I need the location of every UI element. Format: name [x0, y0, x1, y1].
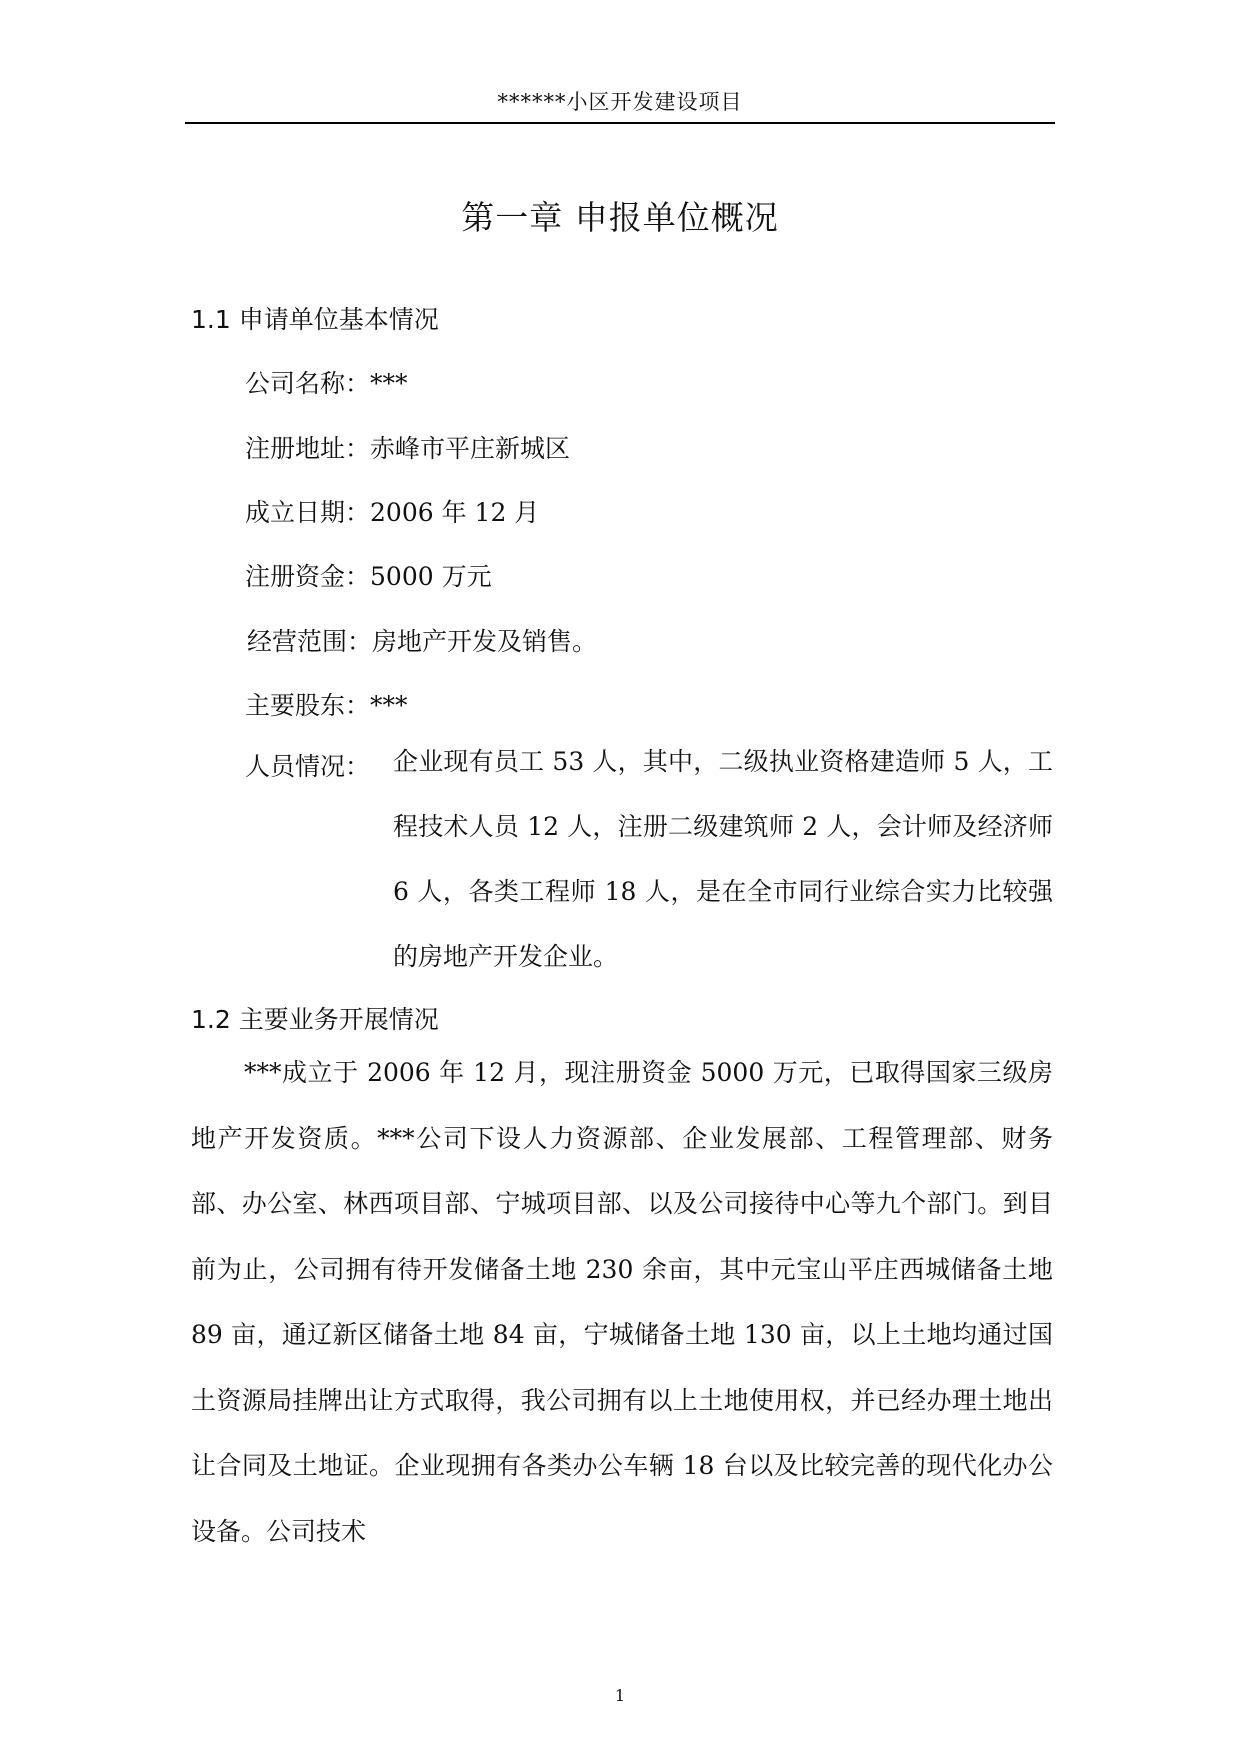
info-label: 主要股东： — [245, 691, 371, 720]
staff-description: 企业现有员工 53 人，其中，二级执业资格建造师 5 人，工程技术人员 12 人，注册二级建筑师 2 人，会计师及经济师 6 人，各类工程师 18 人，是在全市同行业综合实力比较强的房地产开发企业。 — [393, 747, 1053, 971]
chapter-title: 第一章 申报单位概况 — [461, 198, 779, 237]
header-rule — [185, 122, 1055, 124]
business-paragraph: ***成立于 2006 年 12 月，现注册资金 5000 万元，已取得国家三级房地产开发资质。***公司下设人力资源部、企业发展部、工程管理部、财务部、办公室、林西项目部、宁城项目部、以及公司接待中心等九个部门。到目前为止，公司拥有待开发储备土地 230 余亩，其中元宝山平庄西城储备土地 89 亩，通辽新区储备土地 84 亩，宁城储备土地 130 亩，以上土地均通过国土资源局挂牌出让方式取得，我公司拥有以上土地使用权，并已经办理土地出让合同及土地证。企业现拥有各类办公车辆 18 台以及比较完善的现代化办公设备。公司技术 — [191, 1058, 1053, 1546]
info-row-established-date — [245, 493, 539, 529]
section-heading-1-2: 1.2 主要业务开展情况 — [191, 1005, 439, 1034]
info-value: *** — [370, 691, 408, 720]
info-label: 人员情况： — [245, 752, 371, 781]
info-row-company-name — [245, 364, 408, 400]
info-row-main-shareholders — [245, 686, 408, 722]
info-value: 5000 万元 — [370, 562, 492, 591]
info-row-registered-address — [245, 429, 570, 465]
info-value: 赤峰市平庄新城区 — [370, 434, 571, 463]
info-row-business-scope — [247, 622, 597, 658]
info-value: 2006 年 12 月 — [370, 498, 540, 527]
info-label: 经营范围： — [247, 627, 373, 656]
info-value: *** — [370, 369, 408, 398]
page-number: 1 — [614, 1686, 626, 1705]
section-heading-1-1: 1.1 申请单位基本情况 — [191, 305, 439, 334]
info-label: 注册地址： — [245, 434, 371, 463]
info-label: 成立日期： — [245, 498, 371, 527]
info-label: 公司名称： — [245, 369, 371, 398]
running-header: ******小区开发建设项目 — [497, 90, 743, 114]
info-row-registered-capital — [245, 557, 492, 593]
info-label: 注册资金： — [245, 562, 371, 591]
info-value: 房地产开发及销售。 — [372, 627, 598, 656]
